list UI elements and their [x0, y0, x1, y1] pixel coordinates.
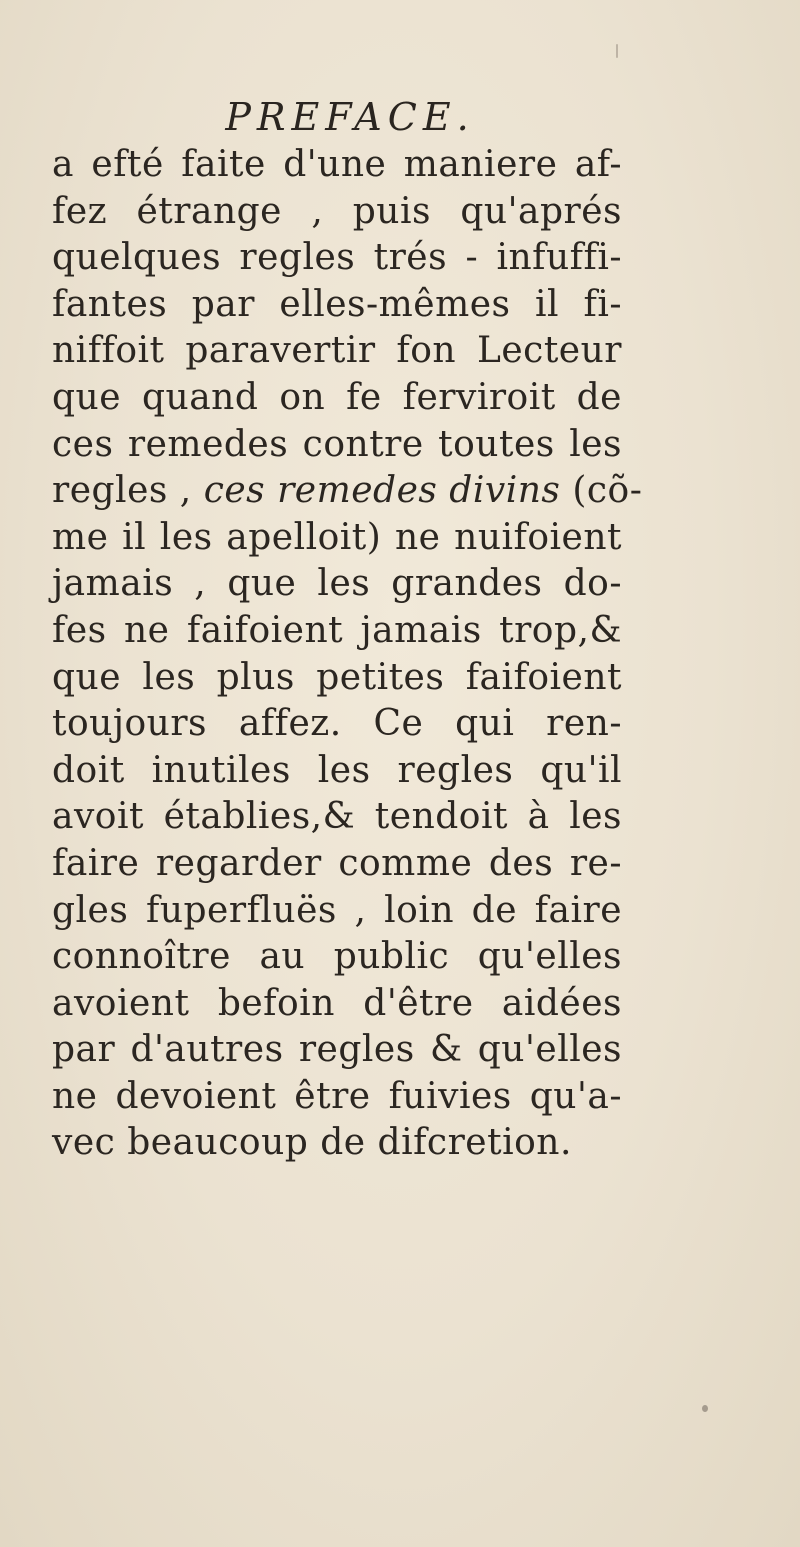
paper-speck [616, 44, 618, 58]
text-line: toujours affez. Ce qui ren- [52, 703, 622, 745]
text-line: ces remedes contre toutes les [52, 423, 622, 465]
body-text [52, 142, 643, 1167]
text-line: connoître au public qu'elles [52, 936, 622, 978]
text-line: me il les apelloit) ne nuifoient [52, 516, 622, 558]
text-line-with-italic [52, 468, 643, 515]
running-header: PREFACE. [225, 95, 475, 139]
text-line: jamais , que les grandes do- [52, 563, 622, 605]
text-line: que les plus petites faifoient [52, 656, 622, 698]
text-line: avoient befoin d'être aidées [52, 982, 622, 1024]
text-line: a efté faite d'une maniere af- [52, 144, 622, 185]
text-line: faire regarder comme des re- [52, 842, 622, 884]
text-line: fantes par elles-mêmes il fi- [52, 283, 622, 325]
text-line: par d'autres regles & qu'elles [52, 1029, 622, 1071]
text-line: avoit établies,& tendoit à les [52, 796, 622, 838]
text-line: fez étrange , puis qu'aprés [52, 190, 622, 232]
text-line: quelques regles trés - infuffi- [52, 237, 622, 279]
text-line: ne devoient être fuivies qu'a- [52, 1075, 622, 1117]
text-line: niffoit paravertir fon Lecteur [52, 330, 622, 372]
paper-speck [702, 1405, 708, 1412]
text-line: gles fuperfluës , loin de faire [52, 889, 622, 931]
text-line: vec beaucoup de difcretion. [52, 1122, 572, 1164]
text-line: doit inutiles les regles qu'il [52, 749, 622, 791]
text-segment: (cõ- [560, 470, 643, 512]
text-line: fes ne faifoient jamais trop,& [52, 609, 622, 651]
text-line: que quand on fe ferviroit de [52, 376, 622, 418]
text-segment: regles , [52, 470, 204, 512]
italic-phrase: ces remedes divins [203, 470, 561, 512]
